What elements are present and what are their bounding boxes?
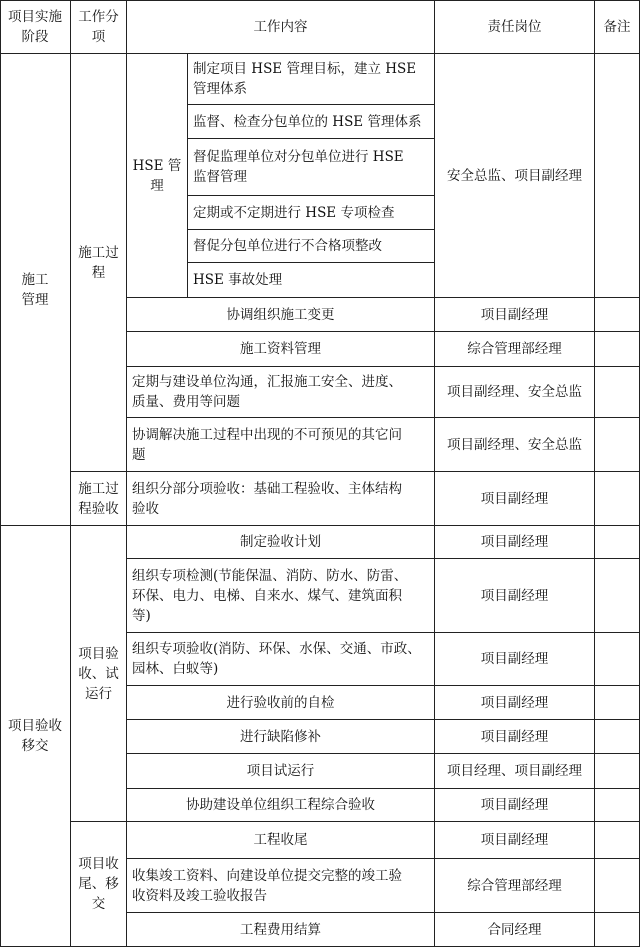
task-role-text: 项目副经理 [480, 587, 549, 604]
hse-role [435, 54, 595, 298]
phase-acceptance [0, 526, 71, 947]
hse-label-text: HSE 管 理 [132, 157, 182, 194]
note-cell [595, 332, 640, 367]
task-content-text: 制定验收计划 [240, 534, 321, 550]
note-cell [595, 913, 640, 947]
hse-role-text: 安全总监、项目副经理 [447, 167, 582, 184]
task-content [127, 559, 435, 633]
header-role [435, 0, 595, 54]
task-role [435, 559, 595, 633]
hse-task [188, 139, 435, 196]
note-cell [595, 859, 640, 913]
note-cell [595, 633, 640, 686]
task-role [435, 472, 595, 526]
task-role [435, 686, 595, 720]
hse-task [188, 105, 435, 139]
note-cell [595, 54, 640, 298]
task-content [127, 418, 435, 472]
task-content-text: 协助建设单位组织工程综合验收 [186, 797, 375, 813]
hse-task-text: 督促监理单位对分包单位进行 HSE 监督管理 [193, 149, 404, 185]
task-content-text: 协调解决施工过程中出现的不可预见的其它问 题 [132, 426, 402, 463]
phase-acceptance-text: 项目验收 移交 [8, 718, 62, 754]
task-content [127, 913, 435, 947]
task-role-text: 项目副经理 [480, 797, 549, 813]
task-content-text: 进行缺陷修补 [240, 728, 321, 745]
task-content-text: 组织分部分项验收：基础工程验收、主体结构 验收 [132, 480, 402, 517]
task-content-text: 收集竣工资料、向建设单位提交完整的竣工验 收资料及竣工验收报告 [132, 867, 402, 904]
hse-task-text: 制定项目 HSE 管理目标，建立 HSE 管理体系 [193, 61, 417, 97]
note-cell [595, 789, 640, 822]
task-content-text: 组织专项检测(节能保温、消防、防水、防雷、 环保、电力、电梯、自来水、煤气、建筑面积 等) [132, 567, 408, 624]
task-role-text: 综合管理部经理 [467, 877, 562, 894]
hse-task-text: 监督、检查分包单位的 HSE 管理体系 [193, 113, 422, 130]
note-cell [595, 559, 640, 633]
task-role-text: 项目副经理 [480, 728, 549, 745]
header-phase-text: 项目实施 阶段 [8, 8, 62, 45]
item-closeout-handover [71, 822, 127, 947]
header-item-text: 工作分 项 [78, 8, 119, 45]
task-role [435, 789, 595, 822]
task-role [435, 367, 595, 418]
header-note [595, 0, 640, 54]
task-content [127, 822, 435, 859]
task-role [435, 913, 595, 947]
item-construction-process [71, 54, 127, 472]
task-content [127, 754, 435, 789]
hse-task [188, 196, 435, 230]
task-role-text: 综合管理部经理 [467, 341, 562, 357]
task-content [127, 298, 435, 332]
hse-task-text: 督促分包单位进行不合格项整改 [193, 238, 382, 254]
phase-construction [0, 54, 71, 526]
task-role [435, 418, 595, 472]
item-construction-acceptance [71, 472, 127, 526]
task-content-text: 组织专项验收(消防、环保、水保、交通、市政、 园林、白蚁等) [132, 641, 421, 677]
task-role [435, 633, 595, 686]
item-acceptance-trial-text: 项目验 收、试 运行 [78, 645, 119, 702]
task-content-text: 工程收尾 [253, 832, 308, 848]
item-construction-acceptance-text: 施工过 程验收 [78, 480, 119, 517]
task-content-text: 定期与建设单位沟通，汇报施工安全、进度、 质量、费用等问题 [132, 374, 402, 410]
note-cell [595, 686, 640, 720]
task-content [127, 633, 435, 686]
item-acceptance-trial [71, 526, 127, 822]
task-role-text: 项目副经理、安全总监 [447, 384, 582, 400]
task-content-text: 协调组织施工变更 [226, 306, 335, 323]
task-role-text: 项目副经理 [480, 490, 549, 507]
task-content [127, 789, 435, 822]
task-content [127, 367, 435, 418]
task-role-text: 项目副经理 [480, 534, 549, 550]
header-item [71, 0, 127, 54]
task-role-text: 项目副经理、安全总监 [447, 436, 582, 453]
note-cell [595, 472, 640, 526]
header-content-text: 工作内容 [253, 18, 308, 35]
task-role [435, 332, 595, 367]
task-role [435, 526, 595, 559]
hse-task-text: 定期或不定期进行 HSE 专项检查 [193, 204, 395, 221]
task-role [435, 859, 595, 913]
task-role-text: 项目经理、项目副经理 [447, 763, 582, 779]
task-content [127, 526, 435, 559]
task-role-text: 项目副经理 [480, 694, 549, 711]
hse-task [188, 263, 435, 298]
note-cell [595, 367, 640, 418]
task-role [435, 720, 595, 754]
hse-task [188, 54, 435, 105]
task-content [127, 720, 435, 754]
task-role-text: 项目副经理 [480, 306, 549, 323]
task-content-text: 施工资料管理 [240, 341, 321, 357]
note-cell [595, 298, 640, 332]
note-cell [595, 720, 640, 754]
phase-construction-text: 施工 管理 [21, 271, 49, 308]
task-role-text: 项目副经理 [480, 651, 549, 667]
item-closeout-handover-text: 项目收 尾、移 交 [78, 856, 119, 912]
task-content-text: 工程费用结算 [240, 921, 321, 938]
task-role [435, 822, 595, 859]
task-content [127, 686, 435, 720]
task-content-text: 进行验收前的自检 [226, 694, 335, 711]
note-cell [595, 754, 640, 789]
header-content [127, 0, 435, 54]
task-role-text: 项目副经理 [480, 832, 549, 848]
hse-task [188, 230, 435, 263]
task-content-text: 项目试运行 [246, 763, 315, 779]
note-cell [595, 526, 640, 559]
task-role [435, 754, 595, 789]
task-content [127, 332, 435, 367]
hse-label [127, 54, 188, 298]
note-cell [595, 418, 640, 472]
task-content [127, 472, 435, 526]
task-content [127, 859, 435, 913]
task-role [435, 298, 595, 332]
hse-task-text: HSE 事故处理 [193, 272, 283, 288]
header-note-text: 备注 [603, 18, 631, 35]
header-phase [0, 0, 71, 54]
header-role-text: 责任岗位 [487, 18, 542, 35]
note-cell [595, 822, 640, 859]
item-construction-process-text: 施工过 程 [78, 244, 119, 281]
task-role-text: 合同经理 [487, 921, 542, 938]
